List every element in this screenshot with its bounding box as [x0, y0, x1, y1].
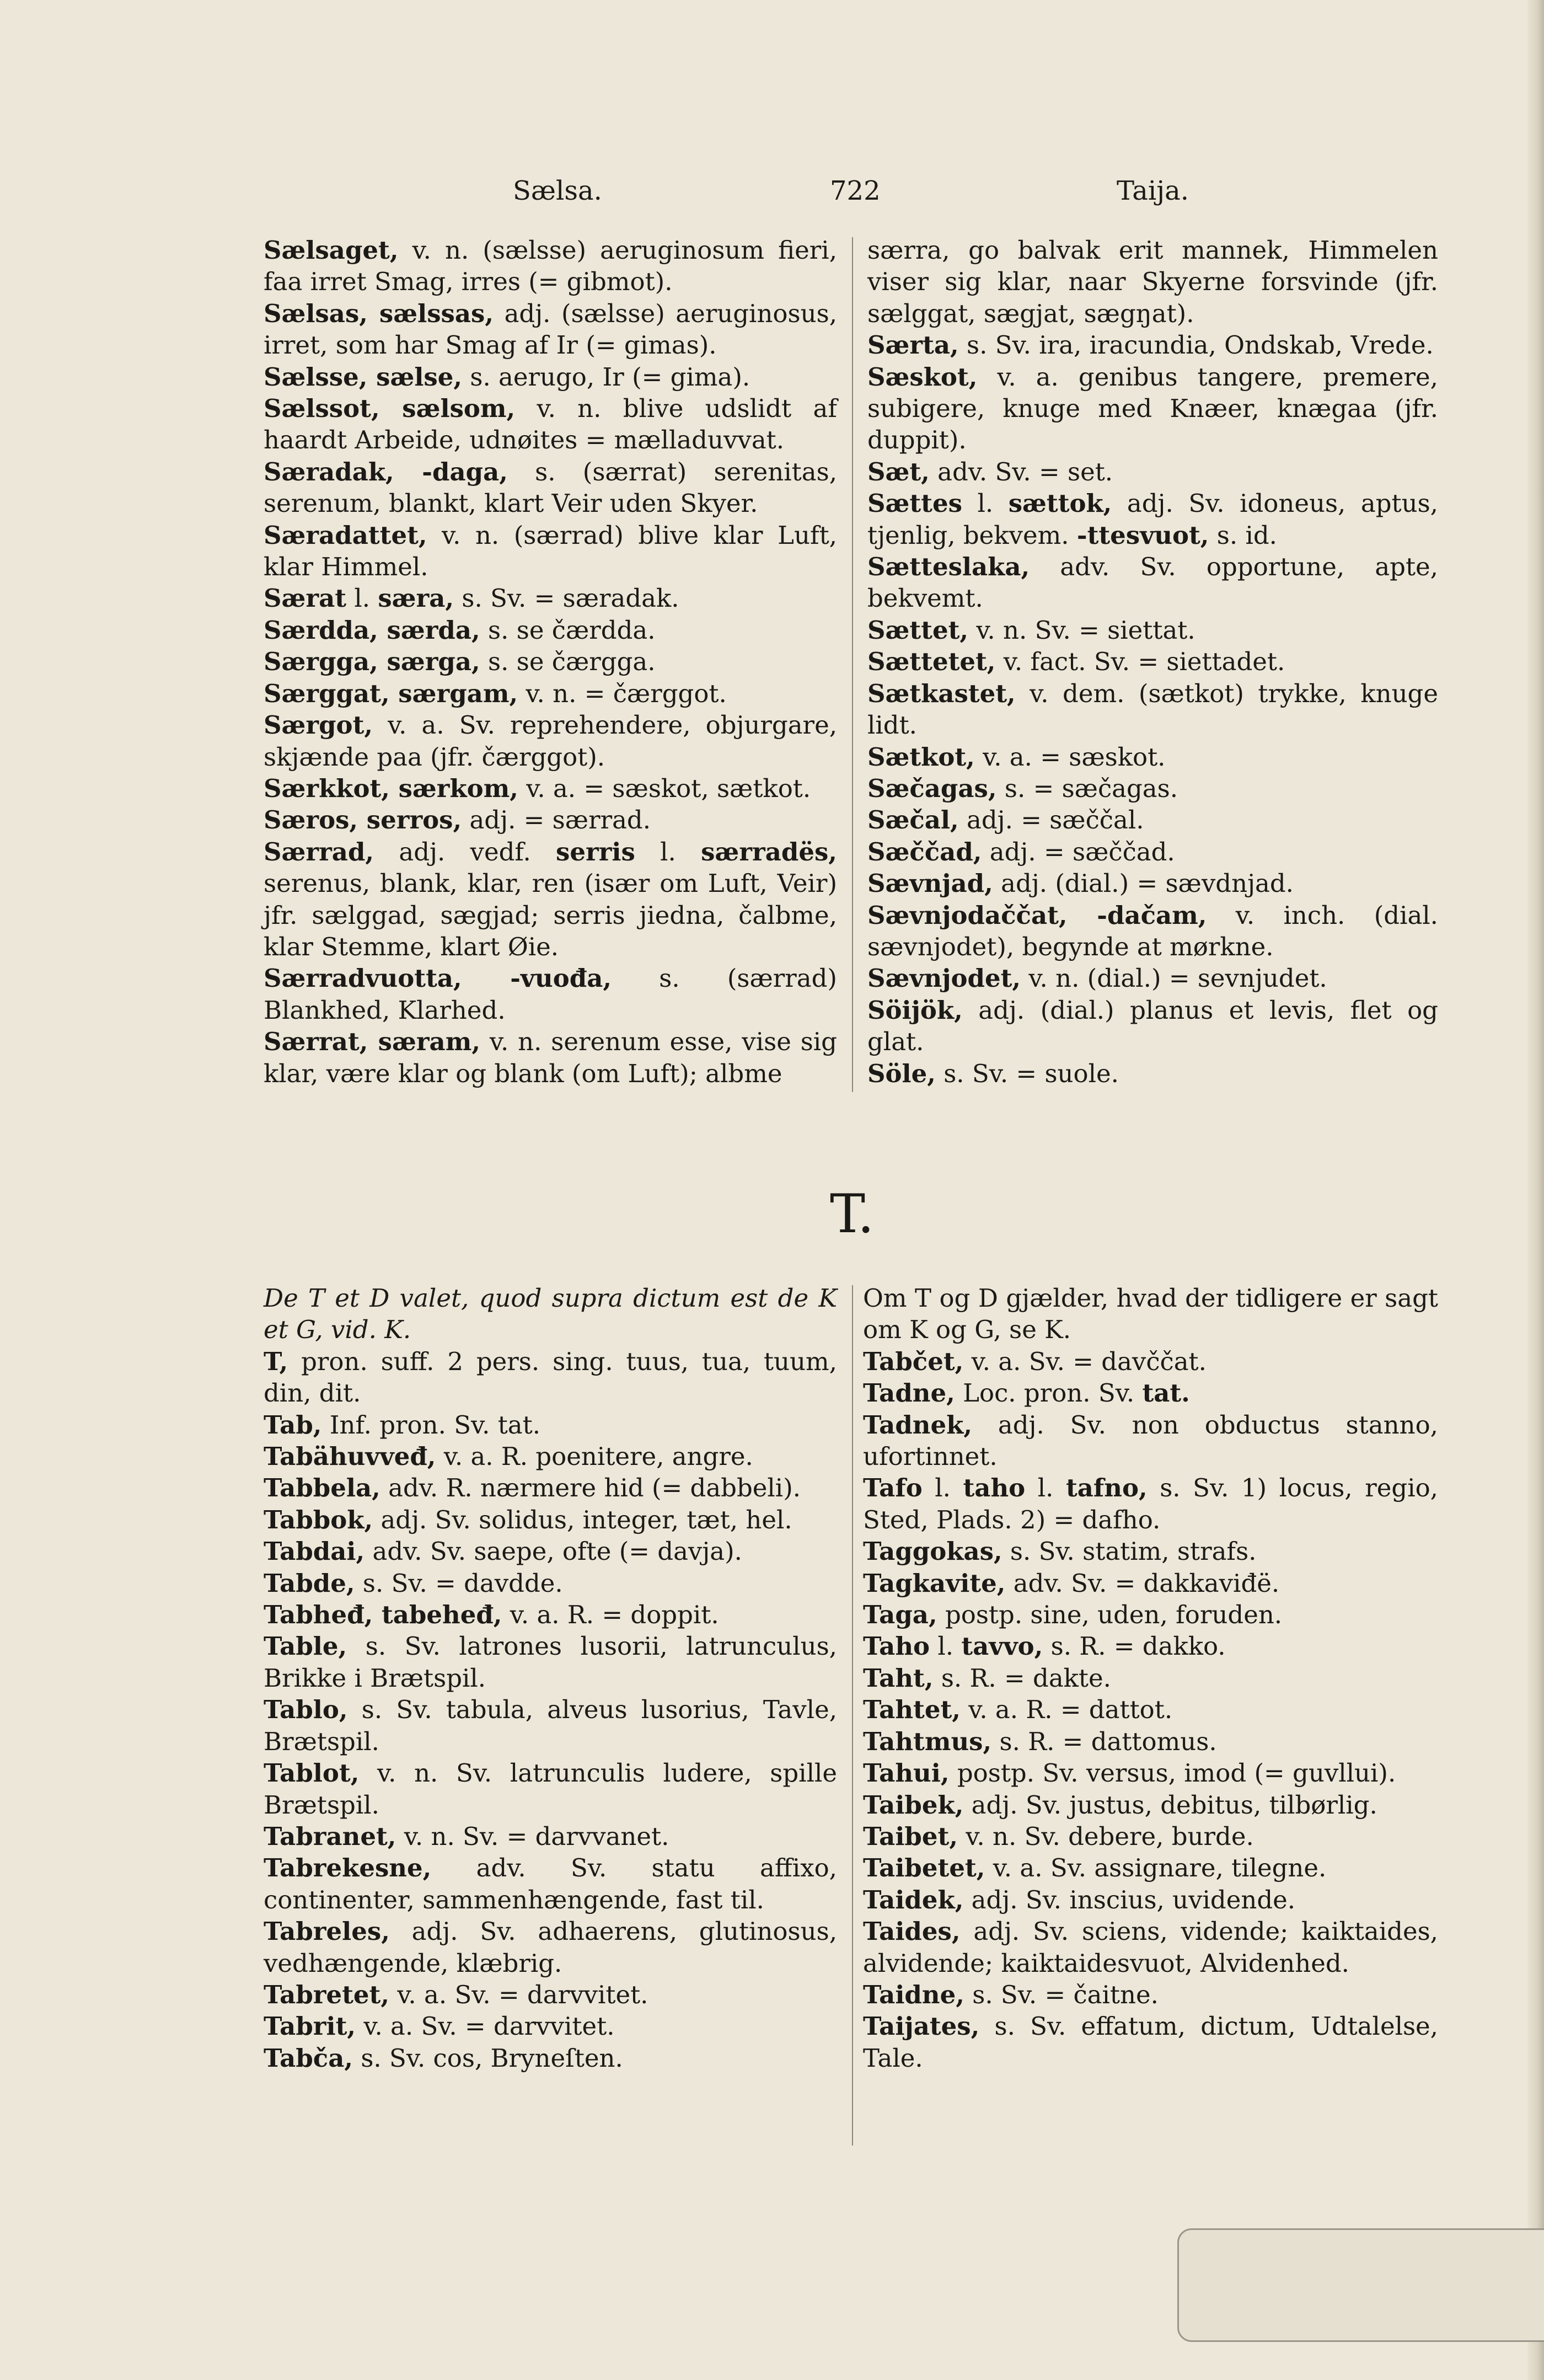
- dictionary-entry: [264, 1852, 837, 1916]
- entry-text: v. n. = čærggot.: [518, 678, 727, 708]
- entry-text: adj. (dial.) planus et levis, flet og glat.: [867, 995, 1438, 1057]
- entry-text: l.: [635, 837, 701, 867]
- dictionary-entry: [863, 1472, 1438, 1536]
- dictionary-entry: [867, 900, 1438, 963]
- dictionary-entry: [264, 234, 837, 298]
- headword: Tahui,: [863, 1758, 950, 1788]
- dictionary-entry: [867, 456, 1438, 488]
- headword: Tab,: [264, 1410, 322, 1440]
- headword: Særat: [264, 584, 347, 613]
- entry-text: pron. suff. 2 pers. sing. tuus, tua, tuum, din, dit.: [264, 1346, 837, 1408]
- entry-text: s. Sv. = čaitne.: [964, 1980, 1159, 2009]
- headword: tafno,: [1065, 1473, 1148, 1503]
- entry-text: v. a. R. = dattot.: [960, 1695, 1173, 1725]
- dictionary-entry: [264, 1599, 837, 1630]
- headword: Sæččad,: [867, 837, 982, 867]
- entry-text: s. Sv. = særadak.: [454, 584, 679, 613]
- entry-text: v. n. (sælsse) aeruginosum fieri, faa irret Smag, irres (= gibmot).: [264, 236, 837, 297]
- headword: Sælsas, sælssas,: [264, 298, 494, 328]
- entry-text: v. a. Sv. = darvvitet.: [389, 1980, 648, 2009]
- headword: Tabrit,: [264, 2012, 356, 2041]
- dictionary-entry: [264, 709, 837, 773]
- dictionary-entry: [863, 1599, 1438, 1630]
- entry-text: v. n. Sv. debere, burde.: [957, 1821, 1254, 1851]
- entry-text: v. n. Sv. = siettat.: [968, 615, 1195, 645]
- headword: Taijates,: [863, 2012, 980, 2041]
- library-stamp-box: [1177, 2228, 1544, 2342]
- dictionary-entry: [264, 1694, 837, 1757]
- entry-text: s. Sv. ira, iracundia, Ondskab, Vrede.: [958, 330, 1434, 360]
- dictionary-entry: [264, 361, 837, 393]
- entry-text: l.: [930, 1632, 962, 1661]
- headword: Tabčet,: [863, 1346, 964, 1376]
- dictionary-entry: [264, 962, 837, 1026]
- headword: Tabähuvveđ,: [264, 1442, 436, 1472]
- headword: Særos, serros,: [264, 805, 462, 835]
- dictionary-entry: [867, 361, 1438, 456]
- dictionary-entry: [264, 393, 837, 456]
- headword: Tahtet,: [863, 1695, 961, 1725]
- dictionary-entry: [867, 773, 1438, 804]
- dictionary-entry: [264, 1630, 837, 1694]
- dictionary-entry: [863, 1821, 1438, 1852]
- dictionary-entry: [867, 614, 1438, 646]
- entry-text: v. a. genibus tangere, premere, subigere, knuge med Knæer, knægaa (jfr. duppit).: [867, 362, 1438, 455]
- headword: Tablo,: [264, 1695, 348, 1725]
- dictionary-entry: [863, 1979, 1438, 2010]
- dictionary-entry: [863, 1916, 1438, 1979]
- entry-text: adj. (sælsse) aeruginosus, irret, som har Smag af Ir (= gimas).: [264, 298, 837, 360]
- headword: Tahtmus,: [863, 1726, 992, 1756]
- entry-text: adj. = sæččad.: [982, 837, 1175, 867]
- entry-text: s. Sv. = suole.: [935, 1058, 1119, 1088]
- headword: Særgot,: [264, 710, 373, 740]
- headword: Tabbela,: [264, 1473, 380, 1503]
- section-intro-latin: De T et D valet, quod supra dictum est de K et G, vid. K.: [264, 1283, 837, 1345]
- entry-text: adv. Sv. = dakkaviđë.: [1005, 1568, 1280, 1598]
- dictionary-entry: [863, 1726, 1438, 1757]
- entry-text: s. Sv. latrones lusorii, latrunculus, Brikke i Brætspil.: [264, 1632, 837, 1693]
- headword: Söijök,: [867, 995, 963, 1025]
- entry-text: s. id.: [1209, 520, 1277, 550]
- headword: Taggokas,: [863, 1537, 1002, 1566]
- column-bottom-left: [264, 1282, 837, 2074]
- headword: Sættes: [867, 489, 962, 518]
- entry-text: s. Sv. = davdde.: [355, 1568, 563, 1598]
- headword: Taibet,: [863, 1821, 958, 1851]
- headword: Sælsse, sælse,: [264, 362, 463, 392]
- entry-text: postp. Sv. versus, imod (= guvllui).: [949, 1758, 1396, 1788]
- entry-text: v. a. Sv. reprehendere, objurgare, skjænde paa (jfr. čærggot).: [264, 710, 837, 772]
- headword: Sæčal,: [867, 805, 959, 835]
- dictionary-entry: [863, 1568, 1438, 1599]
- headword: taho: [963, 1473, 1026, 1503]
- headword: Særradvuotta, -vuođa,: [264, 964, 612, 993]
- dictionary-entry: [867, 646, 1438, 677]
- headword: Söle,: [867, 1058, 936, 1088]
- entry-text: v. n. (dial.) = sevnjudet.: [1021, 964, 1327, 993]
- headword: Tabranet,: [264, 1821, 396, 1851]
- headword: Særadattet,: [264, 520, 427, 550]
- headword: Særdda, særda,: [264, 615, 480, 645]
- dictionary-entry: [867, 234, 1438, 329]
- dictionary-entry: [264, 773, 837, 804]
- headword: Tadnek,: [863, 1410, 972, 1440]
- headword: Taga,: [863, 1600, 937, 1630]
- column-top-left: [264, 234, 837, 1089]
- headword: Taibek,: [863, 1790, 964, 1820]
- headword: Tadne,: [863, 1378, 955, 1408]
- entry-text: v. inch. (dial. sævnjodet), begynde at mørkne.: [867, 900, 1438, 961]
- entry-text: Loc. pron. Sv.: [955, 1378, 1143, 1408]
- entry-text: s. se čærdda.: [480, 615, 656, 645]
- page-header: [0, 175, 1544, 220]
- dictionary-entry: [863, 1884, 1438, 1916]
- entry-text: v. a. R. poenitere, angre.: [436, 1442, 753, 1472]
- headword: Sæčagas,: [867, 773, 997, 803]
- entry-text: adj. (dial.) = sævdnjad.: [993, 869, 1294, 898]
- headword: Tabbok,: [264, 1505, 373, 1534]
- dictionary-entry: [264, 614, 837, 646]
- entry-text: s. Sv. cos, Bryneſten.: [353, 2043, 623, 2073]
- entry-text: s. = sæčagas.: [996, 773, 1178, 803]
- entry-text: adj. vedf.: [374, 837, 556, 867]
- entry-text: s. se čærgga.: [480, 647, 656, 677]
- entry-text: adj. Sv. idoneus, aptus, tjenlig, bekvem.: [867, 489, 1438, 550]
- entry-text: v. n. serenum esse, vise sig klar, være klar og blank (om Luft); albme: [264, 1027, 837, 1088]
- headword: Tabde,: [264, 1568, 355, 1598]
- entry-text: v. n. Sv. latrunculis ludere, spille Brætspil.: [264, 1758, 837, 1820]
- headword: tat.: [1142, 1378, 1190, 1408]
- headword: -ttesvuot,: [1076, 520, 1209, 550]
- dictionary-entry: [863, 1536, 1438, 1567]
- entry-text: s. Sv. 1) locus, regio, Sted, Plads. 2) = dafho.: [863, 1473, 1438, 1534]
- dictionary-entry: [264, 2010, 837, 2042]
- entry-text: v. a. Sv. assignare, tilegne.: [985, 1853, 1327, 1883]
- headword: Taho: [863, 1632, 930, 1661]
- dictionary-entry: [867, 741, 1438, 773]
- dictionary-entry: [264, 520, 837, 583]
- entry-text: adj. Sv. adhaerens, glutinosus, vedhængende, klæbrig.: [264, 1917, 837, 1978]
- column-divider-top: [852, 237, 853, 1092]
- headword: Særkkot, særkom,: [264, 773, 518, 803]
- headword: Særgga, særga,: [264, 647, 480, 677]
- entry-text: adv. Sv. saepe, ofte (= davja).: [364, 1537, 742, 1566]
- headword: Tagkavite,: [863, 1568, 1006, 1598]
- entry-text: serenus, blank, klar, ren (især om Luft, Veir) jfr. sælggad, sægjad; serris jiedna, čalbme, klar Stemme, klart Øie.: [264, 869, 837, 961]
- headword: Tabrekesne,: [264, 1853, 432, 1883]
- headword: særa,: [378, 584, 454, 613]
- dictionary-entry: [863, 1409, 1438, 1473]
- dictionary-entry: [264, 836, 837, 963]
- dictionary-entry: [867, 329, 1438, 361]
- headword: særradës,: [701, 837, 837, 867]
- dictionary-entry: [264, 1472, 837, 1504]
- headword: Taides,: [863, 1917, 961, 1946]
- column-divider-bottom: [852, 1285, 853, 2146]
- dictionary-entry: [867, 678, 1438, 741]
- headword: Taidek,: [863, 1885, 964, 1914]
- dictionary-entry: [863, 2010, 1438, 2074]
- headword: Sætteslaka,: [867, 552, 1030, 582]
- dictionary-entry: [867, 804, 1438, 836]
- entry-text: særra, go balvak erit mannek, Himmelen viser sig klar, naar Skyerne forsvinde (jfr. sælggat, sægjat, sægŋat).: [867, 236, 1438, 328]
- headword: Sævnjodet,: [867, 964, 1021, 993]
- dictionary-entry: [264, 1504, 837, 1536]
- dictionary-entry: [264, 2042, 837, 2074]
- dictionary-entry: [264, 678, 837, 709]
- headword: Sælsaget,: [264, 236, 399, 265]
- dictionary-entry: [264, 1026, 837, 1089]
- headword: serris: [556, 837, 635, 867]
- headword: Sættet,: [867, 615, 969, 645]
- entry-text: adj. Sv. inscius, uvidende.: [963, 1885, 1296, 1914]
- column-top-right: [867, 234, 1438, 1089]
- headword: T,: [264, 1346, 288, 1376]
- page-edge: [1527, 0, 1544, 2380]
- entry-text: s. (særrad) Blankhed, Klarhed.: [264, 964, 837, 1025]
- dictionary-entry: [264, 582, 837, 614]
- entry-text: l.: [346, 584, 378, 613]
- dictionary-entry: [863, 1377, 1438, 1409]
- dictionary-entry: [867, 488, 1438, 551]
- running-head-right: Taija.: [1117, 175, 1189, 206]
- entry-text: Inf. pron. Sv. tat.: [321, 1410, 541, 1440]
- headword: Taidne,: [863, 1980, 964, 2009]
- dictionary-entry: [264, 804, 837, 836]
- entry-text: v. a. Sv. = davččat.: [963, 1346, 1207, 1376]
- entry-text: postp. sine, uden, foruden.: [937, 1600, 1283, 1630]
- headword: Taibetet,: [863, 1853, 985, 1883]
- entry-text: v. a. = sæskot, sætkot.: [518, 773, 811, 803]
- dictionary-entry: [264, 1568, 837, 1599]
- entry-text: v. n. blive udslidt af haardt Arbeide, udnøites = mælladuvvat.: [264, 394, 837, 455]
- entry-text: v. a. R. = doppit.: [502, 1600, 719, 1630]
- entry-text: v. n. (særrad) blive klar Luft, klar Himmel.: [264, 520, 837, 582]
- dictionary-entry: [264, 456, 837, 520]
- dictionary-entry: [264, 1536, 837, 1567]
- entry-text: s. (særrat) serenitas, serenum, blankt, klart Veir uden Skyer.: [264, 457, 837, 518]
- headword: Særrad,: [264, 837, 374, 867]
- headword: Table,: [264, 1632, 347, 1661]
- headword: Sælssot, sælsom,: [264, 394, 516, 424]
- headword: Sæskot,: [867, 362, 978, 392]
- dictionary-entry: [863, 1346, 1438, 1377]
- headword: Tabreles,: [264, 1917, 390, 1946]
- entry-text: adj. Sv. justus, debitus, tilbørlig.: [963, 1790, 1377, 1820]
- running-head-left: Sælsa.: [513, 175, 602, 206]
- dictionary-entry: [264, 1441, 837, 1472]
- dictionary-entry: [264, 1916, 837, 1979]
- headword: Sætkastet,: [867, 678, 1016, 708]
- dictionary-entry: [264, 646, 837, 677]
- entry-text: adj. Sv. sciens, vidende; kaiktaides, alvidende; kaiktaidesvuot, Alvidenhed.: [863, 1917, 1438, 1978]
- headword: sættok,: [1008, 489, 1112, 518]
- headword: Tabdai,: [264, 1537, 365, 1566]
- dictionary-entry: [867, 868, 1438, 899]
- headword: Tabča,: [264, 2043, 353, 2073]
- entry-text: l.: [962, 489, 1009, 518]
- entry-text: v. dem. (sætkot) trykke, knuge lidt.: [867, 678, 1438, 740]
- headword: Særadak, -daga,: [264, 457, 508, 486]
- headword: Særggat, særgam,: [264, 678, 518, 708]
- dictionary-entry: [867, 836, 1438, 868]
- dictionary-entry: [867, 551, 1438, 614]
- dictionary-entry: [264, 1409, 837, 1441]
- headword: Taht,: [863, 1663, 934, 1693]
- entry-text: adj. Sv. solidus, integer, tæt, hel.: [373, 1505, 792, 1534]
- headword: Sætkot,: [867, 742, 975, 772]
- entry-text: v. n. Sv. = darvvanet.: [396, 1821, 669, 1851]
- entry-text: adj. = sæččal.: [958, 805, 1144, 835]
- dictionary-entry: [867, 994, 1438, 1058]
- dictionary-entry: [863, 1789, 1438, 1821]
- entry-text: adv. R. nærmere hid (= dabbeli).: [380, 1473, 801, 1503]
- entry-text: adj. = særrad.: [462, 805, 651, 835]
- section-intro-danish: Om T og D gjælder, hvad der tidligere er sagt om K og G, se K.: [863, 1283, 1438, 1345]
- entry-text: l.: [922, 1473, 963, 1503]
- dictionary-entry: [863, 1852, 1438, 1884]
- entry-text: adv. Sv. = set.: [929, 457, 1113, 486]
- entry-text: s. R. = dattomus.: [991, 1726, 1217, 1756]
- dictionary-entry: [863, 1757, 1438, 1789]
- section-heading: T.: [830, 1183, 875, 1245]
- entry-text: s. Sv. effatum, dictum, Udtalelse, Tale.: [863, 2012, 1438, 2073]
- headword: Tablot,: [264, 1758, 360, 1788]
- dictionary-entry: [264, 1346, 837, 1409]
- dictionary-entry: [264, 298, 837, 361]
- page-number: 722: [830, 175, 881, 206]
- entry-text: l.: [1025, 1473, 1066, 1503]
- dictionary-entry: [863, 1694, 1438, 1725]
- dictionary-entry: [863, 1630, 1438, 1662]
- dictionary-entry: [264, 1757, 837, 1821]
- column-bottom-right: [863, 1282, 1438, 2074]
- headword: Tabretet,: [264, 1980, 390, 2009]
- entry-text: adv. Sv. statu affixo, continenter, sammenhængende, fast til.: [264, 1853, 837, 1914]
- headword: Sæt,: [867, 457, 930, 486]
- entry-text: adj. Sv. non obductus stanno, ufortinnet.: [863, 1410, 1438, 1472]
- entry-text: s. R. = dakko.: [1043, 1632, 1226, 1661]
- headword: Tabheđ, tabeheđ,: [264, 1600, 502, 1630]
- headword: tavvo,: [961, 1632, 1043, 1661]
- dictionary-entry: [867, 962, 1438, 994]
- entry-text: s. Sv. tabula, alveus lusorius, Tavle, Brætspil.: [264, 1695, 837, 1756]
- headword: Sævnjodaččat, -dačam,: [867, 900, 1207, 930]
- headword: Særrat, særam,: [264, 1027, 480, 1057]
- entry-text: adv. Sv. opportune, apte, bekvemt.: [867, 552, 1438, 613]
- headword: Tafo: [863, 1473, 923, 1503]
- dictionary-entry: [867, 1058, 1438, 1089]
- dictionary-entry: [863, 1662, 1438, 1694]
- entry-text: v. a. = sæskot.: [974, 742, 1166, 772]
- dictionary-entry: [264, 1821, 837, 1852]
- dictionary-entry: [264, 1979, 837, 2010]
- entry-text: s. Sv. statim, strafs.: [1002, 1537, 1257, 1566]
- headword: Sættetet,: [867, 647, 996, 677]
- entry-text: v. a. Sv. = darvvitet.: [356, 2012, 615, 2041]
- entry-text: s. R. = dakte.: [933, 1663, 1111, 1693]
- headword: Sævnjad,: [867, 869, 993, 898]
- entry-text: v. fact. Sv. = siettadet.: [995, 647, 1285, 677]
- headword: Særta,: [867, 330, 959, 360]
- entry-text: s. aerugo, Ir (= gima).: [462, 362, 750, 392]
